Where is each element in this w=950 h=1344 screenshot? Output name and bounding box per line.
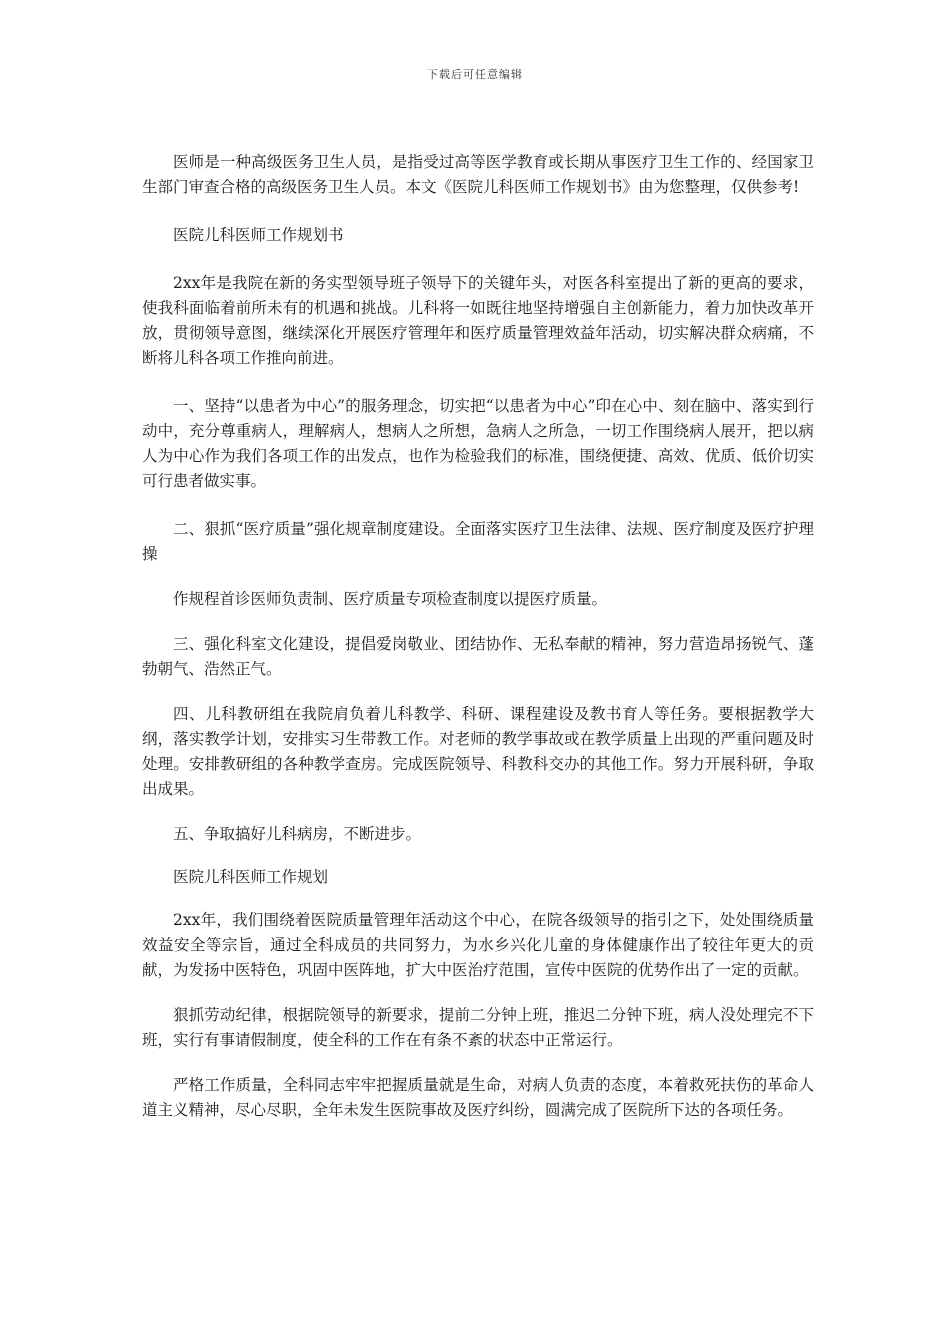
paragraph-item-3: 三、强化科室文化建设，提倡爱岗敬业、团结协作、无私奉献的精神，努力营造昂扬锐气、蓬勃朝气、浩然正气。: [142, 635, 814, 678]
document-body: [142, 150, 814, 1123]
paragraph-discipline: 狠抓劳动纪律，根据院领导的新要求，提前二分钟上班，推迟二分钟下班，病人没处理完不下班，实行有事请假制度，使全科的工作在有条不紊的状态中正常运行。: [142, 1006, 814, 1049]
intro-paragraph: 医师是一种高级医务卫生人员，是指受过高等医学教育或长期从事医疗卫生工作的、经国家卫生部门审查合格的高级医务卫生人员。本文《医院儿科医师工作规划书》由为您整理，仅供参考!: [142, 153, 814, 196]
paragraph-overview: 2xx年是我院在新的务实型领导班子领导下的关键年头，对医各科室提出了新的更高的要求，使我科面临着前所未有的机遇和挑战。儿科将一如既往地坚持增强自主创新能力，着力加快改革开放，贯彻领导意图，继续深化开展医疗管理年和医疗质量管理效益年活动，切实解决群众病痛，不断将儿科各项工作推向前进。: [142, 274, 814, 367]
section-title-plan: 医院儿科医师工作规划: [173, 868, 329, 886]
paragraph-year-summary: 2xx年，我们围绕着医院质量管理年活动这个中心，在院各级领导的指引之下，处处围绕质量效益安全等宗旨，通过全科成员的共同努力，为水乡兴化儿童的身体健康作出了较往年更大的贡献，为发扬中医特色，巩固中医阵地，扩大中医治疗范围，宣传中医院的优势作出了一定的贡献。: [142, 911, 814, 979]
paragraph-item-4: 四、儿科教研组在我院肩负着儿科教学、科研、课程建设及教书育人等任务。要根据教学大纲，落实教学计划，安排实习生带教工作。对老师的教学事故或在教学质量上出现的严重问题及时处理。安排教研组的各种教学查房。完成医院领导、科教科交办的其他工作。努力开展科研，争取出成果。: [142, 705, 814, 798]
section-title-plan-book: 医院儿科医师工作规划书: [173, 226, 344, 244]
paragraph-quality: 严格工作质量，全科同志牢牢把握质量就是生命，对病人负责的态度，本着救死扶伤的革命人道主义精神，尽心尽职，全年未发生医院事故及医疗纠纷，圆满完成了医院所下达的各项任务。: [142, 1076, 814, 1119]
header-note: 下载后可任意编辑: [427, 68, 523, 81]
paragraph-item-5: 五、争取搞好儿科病房，不断进步。: [173, 825, 422, 843]
paragraph-item-2: 二、狠抓“医疗质量”强化规章制度建设。全面落实医疗卫生法律、法规、医疗制度及医疗护理操: [142, 520, 814, 563]
paragraph-item-1: 一、坚持“以患者为中心”的服务理念，切实把“以患者为中心”印在心中、刻在脑中、落实到行动中，充分尊重病人，理解病人，想病人之所想，急病人之所急，一切工作围绕病人展开，把以病人为中心作为我们各项工作的出发点，也作为检验我们的标准，围绕便捷、高效、优质、低价切实可行患者做实事。: [142, 397, 814, 490]
paragraph-item-2-continued: 作规程首诊医师负责制、医疗质量专项检查制度以提医疗质量。: [173, 590, 608, 608]
